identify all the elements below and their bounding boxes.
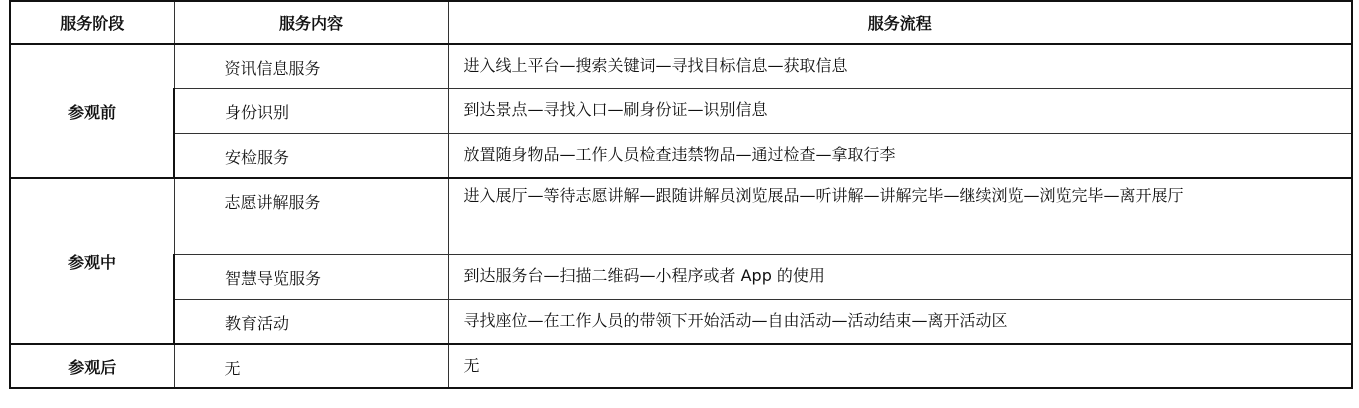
table-row (10, 299, 1352, 344)
content-cell: 安检服务 (174, 133, 448, 178)
flow-cell: 放置随身物品—工作人员检查违禁物品—通过检查—拿取行李 (448, 133, 1352, 178)
flow-cell: 到达景点—寻找入口—刷身份证—识别信息 (448, 88, 1352, 133)
table-row (10, 254, 1352, 299)
flow-cell: 无 (448, 344, 1352, 388)
table-header-row (10, 1, 1352, 44)
flow-cell: 到达服务台—扫描二维码—小程序或者 App 的使用 (448, 254, 1352, 299)
table-row (10, 178, 1352, 254)
service-process-table (9, 0, 1353, 389)
table-row (10, 133, 1352, 178)
header-content: 服务内容 (174, 1, 448, 44)
content-cell: 志愿讲解服务 (174, 178, 448, 254)
content-cell: 无 (174, 344, 448, 388)
content-cell: 身份识别 (174, 88, 448, 133)
flow-cell: 寻找座位—在工作人员的带领下开始活动—自由活动—活动结束—离开活动区 (448, 299, 1352, 344)
stage-cell-during: 参观中 (10, 178, 174, 344)
flow-cell: 进入线上平台—搜索关键词—寻找目标信息—获取信息 (448, 44, 1352, 88)
header-stage: 服务阶段 (10, 1, 174, 44)
table-row (10, 44, 1352, 88)
stage-cell-after: 参观后 (10, 344, 174, 388)
header-flow: 服务流程 (448, 1, 1352, 44)
service-table-container (9, 0, 1353, 389)
content-cell: 资讯信息服务 (174, 44, 448, 88)
content-cell: 智慧导览服务 (174, 254, 448, 299)
stage-cell-before: 参观前 (10, 44, 174, 178)
table-row (10, 344, 1352, 388)
table-row (10, 88, 1352, 133)
flow-cell: 进入展厅—等待志愿讲解—跟随讲解员浏览展品—听讲解—讲解完毕—继续浏览—浏览完毕—离开展厅 (448, 178, 1352, 254)
content-cell: 教育活动 (174, 299, 448, 344)
